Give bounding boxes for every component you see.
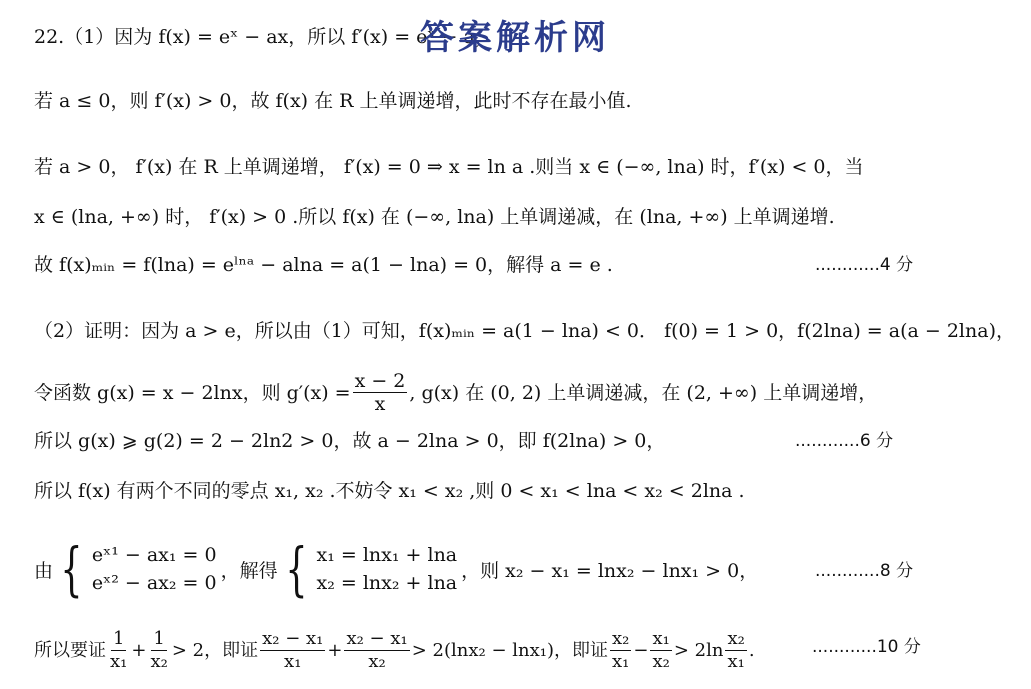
system-right-rows [317,541,458,597]
fraction-numerator: x₂ [727,628,745,649]
fraction-denominator: x₁ [612,651,630,672]
system-prefix: 由 [34,559,54,582]
operator: . [748,639,755,661]
fraction-denominator: x₁ [284,651,302,672]
g-monotonicity-text: , g(x) 在 (0, 2) 上单调递减，在 (2, +∞) 上单调递增， [409,381,878,404]
fraction [148,628,169,673]
score-10: ............10 分 [812,637,921,657]
fraction [650,628,671,673]
system-row: eˣ¹ − ax₁ = 0 [91,544,217,566]
system-row: x₁ = lnx₁ + lna [316,544,458,566]
fraction [260,628,325,673]
fraction-numerator: x − 2 [354,370,406,392]
operator: − [633,639,649,661]
fraction-numerator: 1 [112,628,125,649]
line-min-value: 故 f(x)ₘᵢₙ = f(lna) = eˡⁿᵃ − alna = a(1 − lna) = 0，解得 a = e . [34,254,613,276]
line-case-a-positive: 若 a > 0， f′(x) 在 R 上单调递增， f′(x) = 0 ⇒ x = ln a .则当 x ∈ (−∞, lna) 时，f′(x) < 0，当 [34,156,864,178]
fraction-denominator: x [374,393,386,415]
line-part1-intro: 22.（1）因为 f(x) = eˣ − ax，所以 f′(x) = eˣ − a， [34,26,494,48]
left-brace-icon: { [284,535,308,603]
fraction-denominator: x₁ [110,651,128,672]
score-4: ............4 分 [815,255,914,275]
left-brace-icon: { [60,535,83,603]
system-row: x₂ = lnx₂ + lna [316,572,458,594]
fraction-numerator: x₂ − x₁ [262,628,324,649]
fraction-numerator: x₁ [652,628,670,649]
g-function-text: 令函数 g(x) = x − 2lnx，则 g′(x) = [34,381,351,404]
line-two-zeros: 所以 f(x) 有两个不同的零点 x₁, x₂ .不妨令 x₁ < x₂ ,则 0 < x₁ < lna < x₂ < 2lna . [34,480,745,502]
fraction-denominator: x₂ [368,651,386,672]
equation-system-line [34,535,759,603]
operator: + [131,639,147,661]
score-8: ............8 分 [815,561,914,581]
system-left-rows [92,541,217,597]
fraction-denominator: x₁ [727,651,745,672]
system-mid: ，解得 [220,559,278,582]
fraction-denominator: x₂ [150,651,168,672]
g-derivative-fraction [353,370,408,415]
fraction-numerator: x₂ [612,628,630,649]
prove-text: > 2，即证 [171,639,259,661]
fraction-numerator: x₂ − x₁ [346,628,408,649]
operator: + [327,639,343,661]
fraction-denominator: x₂ [652,651,670,672]
line-monotonicity: x ∈ (lna, +∞) 时， f′(x) > 0 .所以 f(x) 在 (−∞, lna) 上单调递减，在 (lna, +∞) 上单调递增. [34,206,835,228]
prove-text: > 2ln [673,639,724,661]
line-g-function [34,370,877,415]
fraction [610,628,631,673]
fraction [344,628,409,673]
prove-text: > 2(lnx₂ − lnx₁)，即证 [411,639,608,661]
fraction [108,628,129,673]
line-case-a-nonpositive: 若 a ≤ 0，则 f′(x) > 0，故 f(x) 在 R 上单调递增，此时不存在最小值. [34,90,632,112]
score-6: ............6 分 [795,431,894,451]
watermark: 答案解析网 [420,18,610,58]
system-row: eˣ² − ax₂ = 0 [91,572,217,594]
prove-text: 所以要证 [34,639,106,661]
line-g-min: 所以 g(x) ⩾ g(2) = 2 − 2ln2 > 0，故 a − 2lna > 0，即 f(2lna) > 0， [34,430,666,452]
line-to-prove [34,628,755,673]
fraction-numerator: 1 [153,628,165,649]
line-part2-intro: （2）证明：因为 a > e，所以由（1）可知，f(x)ₘᵢₙ = a(1 − lna) < 0． f(0) = 1 > 0，f(2lna) = a(a − 2lna)， [34,320,1015,342]
fraction [725,628,746,673]
system-suffix: ，则 x₂ − x₁ = lnx₂ − lnx₁ > 0， [461,559,759,582]
